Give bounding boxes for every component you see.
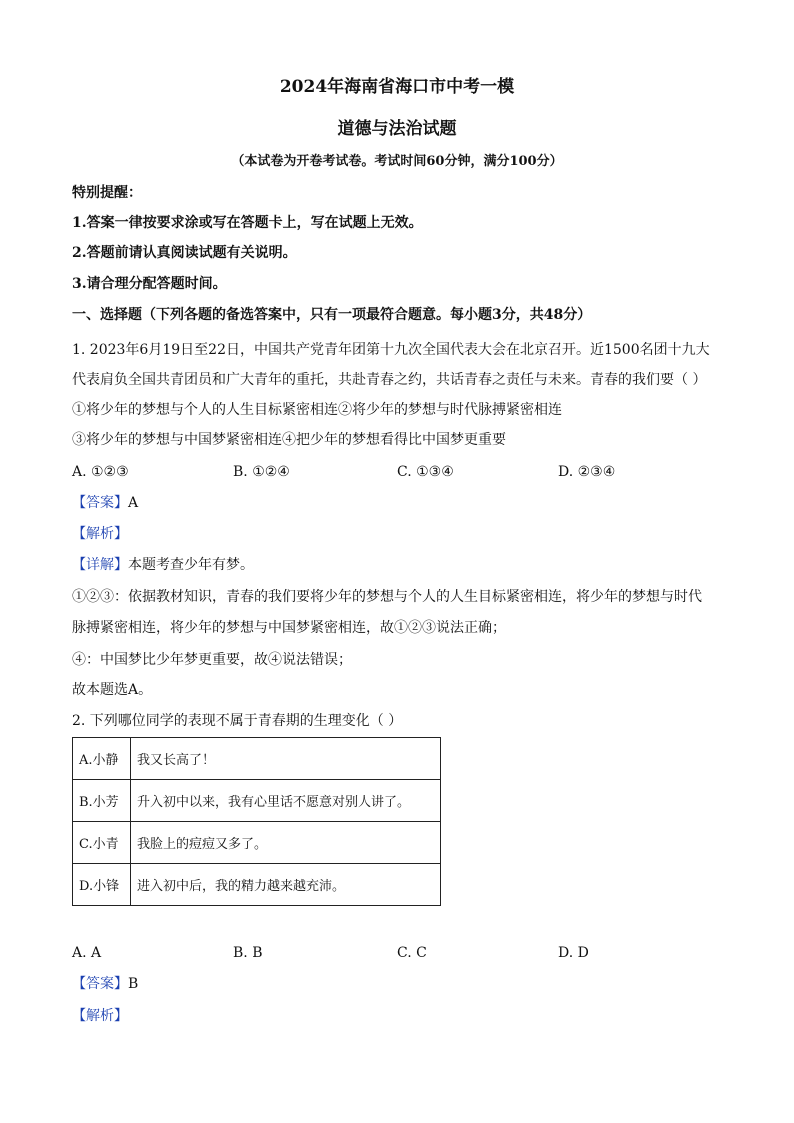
exam-subject: 道德与法治试题: [337, 119, 457, 139]
table-row: [73, 864, 441, 906]
table-cell-name: C.小青: [73, 822, 131, 864]
question-text: 代表肩负全国共青团员和广大青年的重托，共赴青春之约，共话青春之责任与未来。青春的我们要（ ）: [72, 372, 707, 388]
answer-value: A: [128, 495, 139, 511]
reminder-heading: 特别提醒：: [72, 185, 142, 201]
answer-line: [72, 974, 724, 994]
analysis-tag: 【解析】: [72, 1008, 128, 1024]
table-row: [73, 738, 441, 780]
answer-line: [72, 493, 724, 513]
explanation-text: ④：中国梦比少年梦更重要，故④说法错误；: [72, 652, 352, 668]
table-cell-statement: 进入初中后，我的精力越来越充沛。: [131, 864, 441, 906]
exam-note: （本试卷为开卷考试卷。考试时间60分钟，满分100分）: [231, 154, 563, 169]
q2-options: [72, 943, 722, 963]
table-row: [73, 822, 441, 864]
option-d: D. D: [558, 945, 589, 961]
q2-table: [72, 737, 441, 906]
table-row: [73, 780, 441, 822]
answer-tag: 【答案】: [72, 976, 128, 992]
table-cell-name: D.小锋: [73, 864, 131, 906]
option-c: C. ①③④: [397, 464, 454, 480]
table-cell-statement: 我又长高了！: [131, 738, 441, 780]
reminder-item: 2.答题前请认真阅读试题有关说明。: [72, 245, 297, 261]
question-text: 2. 下列哪位同学的表现不属于青春期的生理变化（ ）: [72, 713, 403, 729]
answer-tag: 【答案】: [72, 495, 128, 511]
option-a: A. A: [72, 945, 102, 961]
question-statement: ①将少年的梦想与个人的人生目标紧密相连②将少年的梦想与时代脉搏紧密相连: [72, 402, 562, 418]
option-c: C. C: [397, 945, 427, 961]
question-statement: ③将少年的梦想与中国梦紧密相连④把少年的梦想看得比中国梦更重要: [72, 432, 506, 448]
exam-title: 2024年海南省海口市中考一模: [279, 77, 515, 97]
option-b: B. ①②④: [233, 464, 290, 480]
q1-options: [72, 462, 722, 482]
reminder-item: 1.答案一律按要求涂或写在答题卡上，写在试题上无效。: [72, 215, 423, 231]
table-cell-statement: 升入初中以来，我有心里话不愿意对别人讲了。: [131, 780, 441, 822]
section-heading: 一、选择题（下列各题的备选答案中，只有一项最符合题意。每小题3分，共48分）: [72, 307, 592, 323]
answer-value: B: [128, 976, 139, 992]
analysis-tag: 【解析】: [72, 526, 128, 542]
option-a: A. ①②③: [72, 464, 129, 480]
detail-line: [72, 555, 724, 575]
explanation-text: 脉搏紧密相连，将少年的梦想与中国梦紧密相连，故①②③说法正确；: [72, 620, 506, 636]
explanation-text: ①②③：依据教材知识，青春的我们要将少年的梦想与个人的人生目标紧密相连，将少年的梦想与时代: [72, 589, 702, 605]
option-d: D. ②③④: [558, 464, 616, 480]
reminder-item: 3.请合理分配答题时间。: [72, 276, 227, 292]
detail-text: 本题考查少年有梦。: [128, 557, 254, 573]
table-cell-name: A.小静: [73, 738, 131, 780]
detail-tag: 【详解】: [72, 557, 128, 573]
table-cell-statement: 我脸上的痘痘又多了。: [131, 822, 441, 864]
explanation-text: 故本题选A。: [72, 682, 153, 698]
option-b: B. B: [233, 945, 263, 961]
table-cell-name: B.小芳: [73, 780, 131, 822]
question-text: 1. 2023年6月19日至22日，中国共产党青年团第十九次全国代表大会在北京召开。近1500名团十九大: [72, 342, 710, 358]
